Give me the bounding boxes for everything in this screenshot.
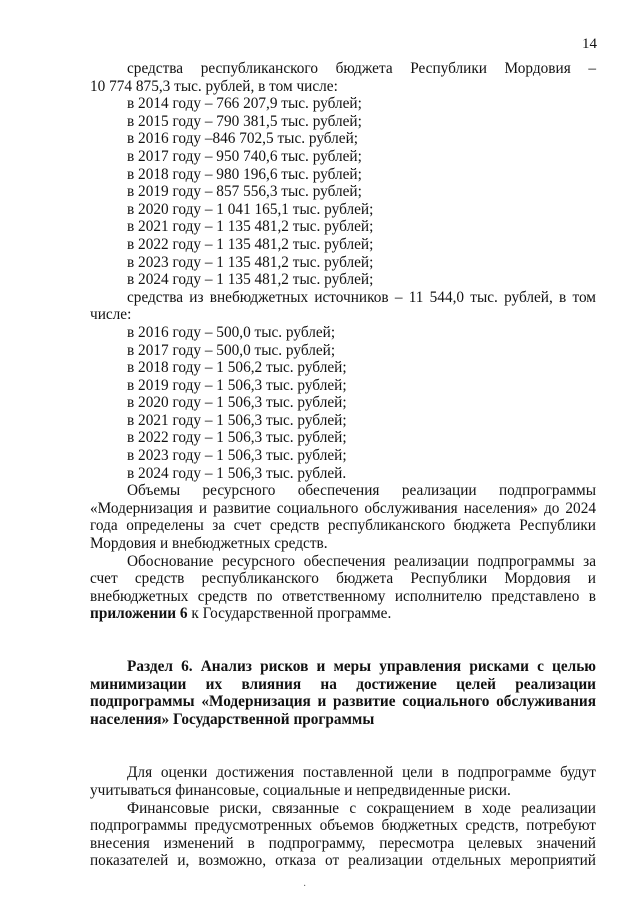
list-item: в 2020 году – 1 041 165,1 тыс. рублей; (127, 200, 374, 218)
extra-budget-intro-line1: средства из внебюджетных источников – 11 544,0 тыс. рублей, в том (127, 288, 596, 306)
list-item: в 2020 году – 1 506,3 тыс. рублей; (127, 394, 347, 412)
list-item: в 2014 году – 766 207,9 тыс. рублей; (127, 95, 362, 113)
paragraph-line: Финансовые риски, связанные с сокращением в ходе реализации (127, 799, 596, 817)
extra-budget-years-list (90, 324, 596, 482)
heading-line: Раздел 6. Анализ рисков и меры управления рисками с целью (127, 658, 596, 675)
heading-line: минимизации их влияния на достижение целей реализации (90, 675, 596, 693)
scan-artifact: · (303, 881, 307, 892)
extra-budget-intro-line2: числе: (90, 306, 132, 324)
paragraph-line: Для оценки достижения поставленной цели в подпрограмме будут (127, 764, 596, 782)
list-item: в 2015 году – 790 381,5 тыс. рублей; (127, 112, 362, 130)
paragraph-line: внесения изменений в подпрограмму, пересмотра целевых значений (90, 834, 596, 852)
justification-paragraph (90, 553, 596, 623)
section-heading (90, 658, 596, 728)
paragraph-line: Объемы ресурсного обеспечения реализации подпрограммы (127, 482, 596, 500)
list-item: в 2018 году – 1 506,2 тыс. рублей; (127, 359, 347, 377)
list-item: в 2019 году – 1 506,3 тыс. рублей; (127, 376, 347, 394)
republic-budget-years-list (90, 95, 596, 289)
paragraph-line: счет средств республиканского бюджета Республики Мордовия и (90, 570, 596, 588)
financial-risks-paragraph (90, 800, 596, 870)
list-item: в 2017 году – 500,0 тыс. рублей; (127, 341, 336, 359)
paragraph-text: к Государственной программе. (187, 605, 392, 623)
paragraph-line: Обоснование ресурсного обеспечения реализации подпрограммы за (127, 552, 596, 570)
paragraph-line: показателей и, возможно, отказа от реализации отдельных мероприятий (90, 852, 596, 870)
list-item: в 2024 году – 1 135 481,2 тыс. рублей; (127, 271, 374, 289)
list-item: в 2024 году – 1 506,3 тыс. рублей. (127, 464, 347, 482)
list-item: в 2023 году – 1 135 481,2 тыс. рублей; (127, 253, 374, 271)
list-item: в 2016 году –846 702,5 тыс. рублей; (127, 130, 359, 148)
paragraph-line: учитываться финансовые, социальные и непредвиденные риски. (90, 781, 511, 799)
paragraph-line: года определены за счет средств республиканского бюджета Республики (90, 517, 596, 535)
list-item: в 2019 году – 857 556,3 тыс. рублей; (127, 183, 362, 201)
republic-budget-intro-line1: средства республиканского бюджета Республики Мордовия – (127, 60, 596, 77)
list-item: в 2022 году – 1 135 481,2 тыс. рублей; (127, 235, 374, 253)
list-item: в 2021 году – 1 135 481,2 тыс. рублей; (127, 218, 374, 236)
list-item: в 2021 году – 1 506,3 тыс. рублей; (127, 411, 347, 429)
list-item: в 2016 году – 500,0 тыс. рублей; (127, 323, 336, 341)
document-body (90, 60, 596, 870)
heading-line: населения» Государственной программы (90, 710, 375, 728)
appendix-reference: приложении 6 (90, 605, 188, 623)
list-item: в 2022 году – 1 506,3 тыс. рублей; (127, 429, 347, 447)
risks-paragraph (90, 764, 596, 799)
paragraph-line: «Модернизация и развитие социального обслуживания населения» до 2024 (90, 499, 596, 517)
paragraph-line: внебюджетных средств по ответственному исполнителю представлено в (90, 587, 596, 605)
paragraph-line (90, 605, 596, 623)
page-number: 14 (582, 36, 597, 52)
republic-budget-intro-line2: 10 774 875,3 тыс. рублей, в том числе: (90, 77, 338, 95)
list-item: в 2023 году – 1 506,3 тыс. рублей; (127, 447, 347, 465)
paragraph-line: подпрограммы предусмотренных объемов бюджетных средств, потребуют (90, 817, 596, 835)
volumes-paragraph (90, 482, 596, 552)
paragraph-line: Мордовия и внебюджетных средств. (90, 535, 328, 553)
list-item: в 2017 году – 950 740,6 тыс. рублей; (127, 147, 362, 165)
list-item: в 2018 году – 980 196,6 тыс. рублей; (127, 165, 362, 183)
heading-line: подпрограммы «Модернизация и развитие социального обслуживания (90, 693, 596, 711)
